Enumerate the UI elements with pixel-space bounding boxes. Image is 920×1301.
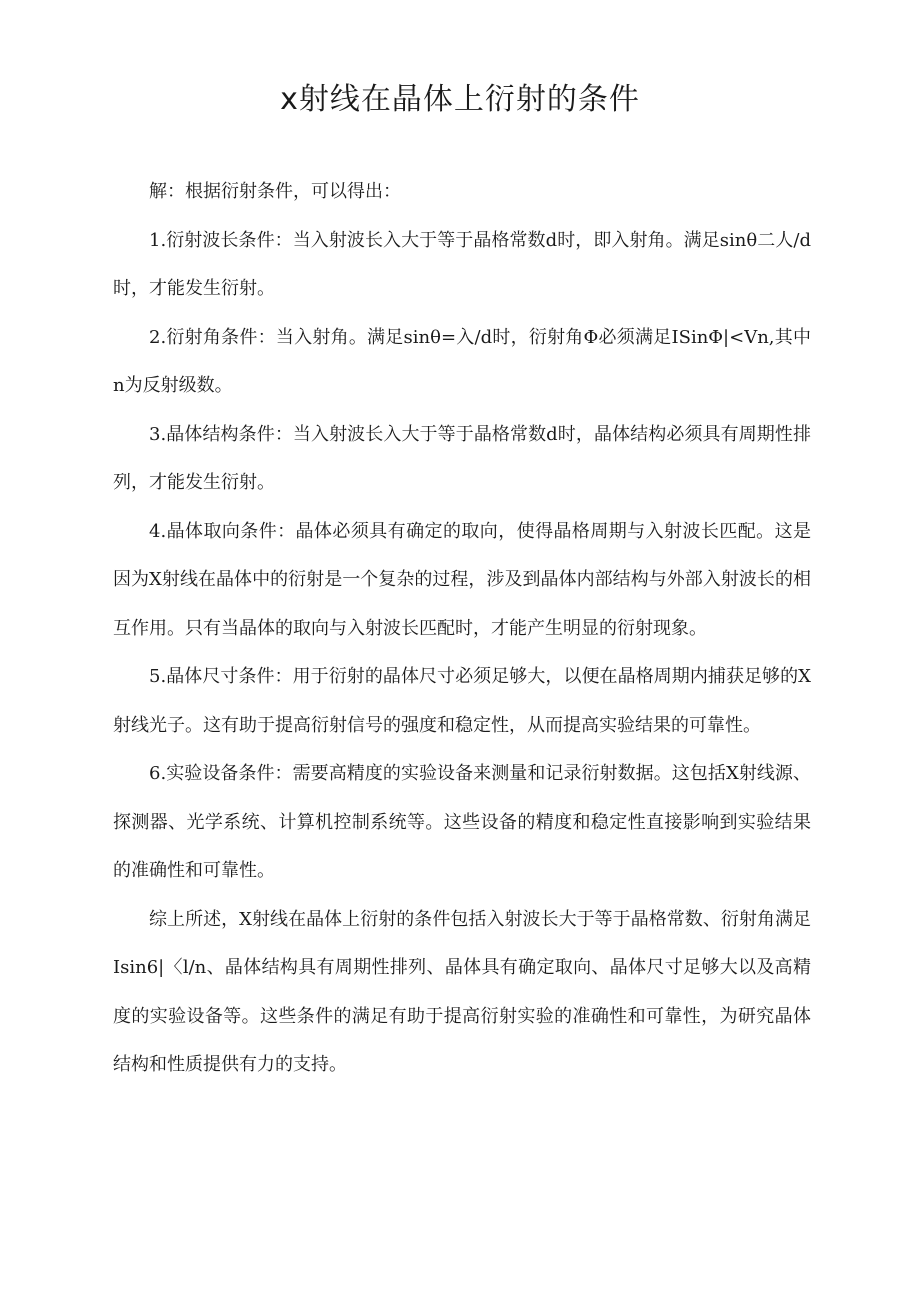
paragraph-wavelength-condition: 1.衍射波长条件：当入射波长入大于等于晶格常数d时，即入射角。满足sinθ二人/d时，才能发生衍射。 [113, 229, 811, 299]
paragraph-angle-condition: 2.衍射角条件：当入射角。满足sinθ=入/d时，衍射角Φ必须满足ISinΦ|<Vn,其中n为反射级数。 [113, 326, 811, 396]
paragraph-summary: 综上所述，X射线在晶体上衍射的条件包括入射波长大于等于晶格常数、衍射角满足Isin6|〈l/n、晶体结构具有周期性排列、晶体具有确定取向、晶体尺寸足够大以及高精度的实验设备等。这些条件的满足有助于提高衍射实验的准确性和可靠性，为研究晶体结构和性质提供有力的支持。 [113, 908, 811, 1075]
document-body [113, 168, 811, 1090]
paragraph-size-condition: 5.晶体尺寸条件：用于衍射的晶体尺寸必须足够大，以便在晶格周期内捕获足够的X射线光子。这有助于提高衍射信号的强度和稳定性，从而提高实验结果的可靠性。 [113, 666, 811, 736]
paragraph-equipment-condition: 6.实验设备条件：需要高精度的实验设备来测量和记录衍射数据。这包括X射线源、探测器、光学系统、计算机控制系统等。这些设备的精度和稳定性直接影响到实验结果的准确性和可靠性。 [113, 763, 811, 881]
paragraph-structure-condition: 3.晶体结构条件：当入射波长入大于等于晶格常数d时，晶体结构必须具有周期性排列，才能发生衍射。 [113, 423, 811, 493]
paragraph-orientation-condition: 4.晶体取向条件：晶体必须具有确定的取向，使得晶格周期与入射波长匹配。这是因为X射线在晶体中的衍射是一个复杂的过程，涉及到晶体内部结构与外部入射波长的相互作用。只有当晶体的取向与入射波长匹配时，才能产生明显的衍射现象。 [113, 520, 811, 639]
paragraph-intro: 解：根据衍射条件，可以得出： [149, 181, 401, 202]
document-title: x射线在晶体上衍射的条件 [280, 82, 640, 117]
